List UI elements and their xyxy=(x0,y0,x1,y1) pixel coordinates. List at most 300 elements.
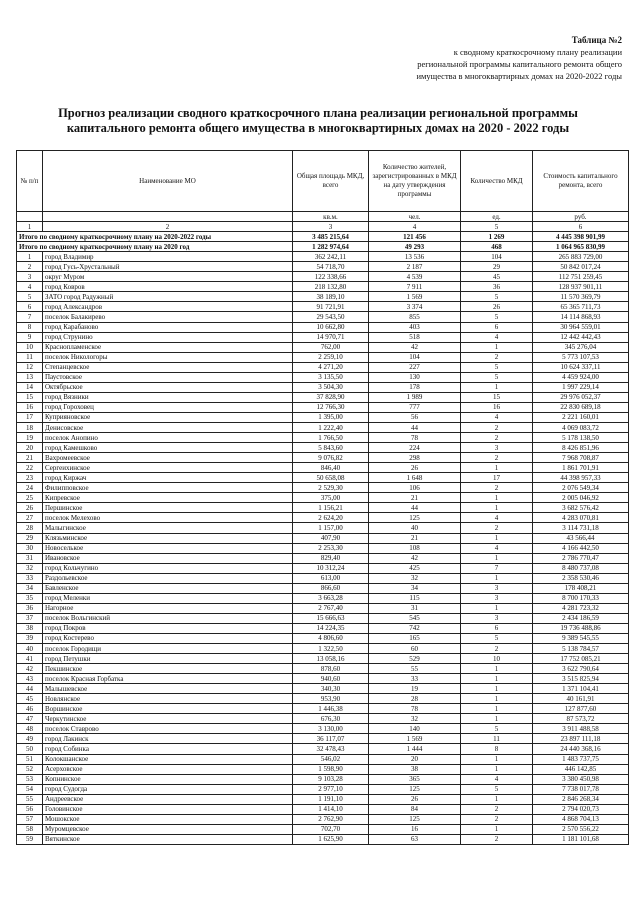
table-row xyxy=(17,473,629,483)
municipality-name: Головинское xyxy=(43,804,293,814)
mkd-count: 4 xyxy=(461,412,533,422)
cost-value: 23 897 111,18 xyxy=(533,734,629,744)
area-value: 2 529,30 xyxy=(293,483,369,493)
mkd-count: 2 xyxy=(461,804,533,814)
mkd-count: 3 xyxy=(461,443,533,453)
row-number: 48 xyxy=(17,724,43,734)
area-value: 1 766,50 xyxy=(293,433,369,443)
row-number: 12 xyxy=(17,362,43,372)
residents-value: 104 xyxy=(369,352,461,362)
row-number: 2 xyxy=(17,262,43,272)
cost-value: 22 830 689,18 xyxy=(533,402,629,412)
area-value: 1 322,50 xyxy=(293,644,369,654)
residents-value: 26 xyxy=(369,794,461,804)
municipality-name: город Кольчугино xyxy=(43,563,293,573)
row-number: 46 xyxy=(17,704,43,714)
municipality-name: Филипповское xyxy=(43,483,293,493)
row-number: 44 xyxy=(17,684,43,694)
area-value: 953,90 xyxy=(293,694,369,704)
cost-value: 5 773 107,53 xyxy=(533,352,629,362)
area-value: 2 624,20 xyxy=(293,513,369,523)
municipality-name: Воршинское xyxy=(43,704,293,714)
table-row xyxy=(17,573,629,583)
municipality-name: город Покров xyxy=(43,623,293,633)
municipality-name: город Киржач xyxy=(43,473,293,483)
table-row xyxy=(17,774,629,784)
residents-value: 1 569 xyxy=(369,734,461,744)
row-number: 42 xyxy=(17,664,43,674)
area-value: 375,00 xyxy=(293,493,369,503)
mkd-count: 4 xyxy=(461,332,533,342)
municipality-name: ЗАТО город Радужный xyxy=(43,292,293,302)
municipality-name: Вахромеевское xyxy=(43,453,293,463)
table-row xyxy=(17,724,629,734)
municipality-name: Колокшанское xyxy=(43,754,293,764)
row-number: 31 xyxy=(17,553,43,563)
table-row xyxy=(17,794,629,804)
area-value: 702,70 xyxy=(293,824,369,834)
mkd-count: 1 xyxy=(461,794,533,804)
row-number: 30 xyxy=(17,543,43,553)
municipality-name: Малышевское xyxy=(43,684,293,694)
area-value: 340,30 xyxy=(293,684,369,694)
area-value: 1 625,90 xyxy=(293,834,369,844)
row-number: 9 xyxy=(17,332,43,342)
column-number: 5 xyxy=(461,222,533,232)
table-row xyxy=(17,704,629,714)
total-cost: 1 064 965 830,99 xyxy=(533,242,629,252)
row-number: 18 xyxy=(17,422,43,432)
row-number: 10 xyxy=(17,342,43,352)
area-value: 10 312,24 xyxy=(293,563,369,573)
residents-value: 44 xyxy=(369,503,461,513)
municipality-name: Ивановское xyxy=(43,553,293,563)
total-row xyxy=(17,232,629,242)
table-row xyxy=(17,694,629,704)
area-value: 29 543,50 xyxy=(293,312,369,322)
mkd-count: 1 xyxy=(461,674,533,684)
mkd-count: 29 xyxy=(461,262,533,272)
area-value: 2 253,30 xyxy=(293,543,369,553)
area-value: 37 828,90 xyxy=(293,392,369,402)
total-row xyxy=(17,242,629,252)
table-row xyxy=(17,312,629,322)
row-number: 38 xyxy=(17,623,43,633)
mkd-count: 1 xyxy=(461,382,533,392)
cost-value: 2 358 530,46 xyxy=(533,573,629,583)
municipality-name: город Карабаново xyxy=(43,322,293,332)
column-number-row xyxy=(17,222,629,232)
residents-value: 108 xyxy=(369,543,461,553)
cost-value: 5 138 784,57 xyxy=(533,644,629,654)
table-row xyxy=(17,463,629,473)
table-row xyxy=(17,332,629,342)
municipality-name: Вяткинское xyxy=(43,834,293,844)
municipality-name: поселок Вольгинский xyxy=(43,613,293,623)
cost-value: 2 786 770,47 xyxy=(533,553,629,563)
mkd-count: 2 xyxy=(461,814,533,824)
residents-value: 44 xyxy=(369,422,461,432)
table-row xyxy=(17,593,629,603)
unit-cell xyxy=(17,212,43,222)
mkd-count: 10 xyxy=(461,654,533,664)
municipality-name: город Судогда xyxy=(43,784,293,794)
mkd-count: 15 xyxy=(461,392,533,402)
cost-value: 265 883 729,00 xyxy=(533,252,629,262)
residents-value: 40 xyxy=(369,523,461,533)
table-row xyxy=(17,392,629,402)
mkd-count: 1 xyxy=(461,493,533,503)
cost-value: 11 570 369,79 xyxy=(533,292,629,302)
area-value: 1 222,40 xyxy=(293,422,369,432)
area-value: 10 662,80 xyxy=(293,322,369,332)
residents-value: 13 536 xyxy=(369,252,461,262)
residents-value: 125 xyxy=(369,513,461,523)
mkd-count: 1 xyxy=(461,764,533,774)
column-number: 1 xyxy=(17,222,43,232)
mkd-count: 1 xyxy=(461,684,533,694)
table-row xyxy=(17,664,629,674)
row-number: 56 xyxy=(17,804,43,814)
mkd-count: 1 xyxy=(461,553,533,563)
row-number: 55 xyxy=(17,794,43,804)
cost-value: 8 480 737,08 xyxy=(533,563,629,573)
residents-value: 32 xyxy=(369,573,461,583)
residents-value: 140 xyxy=(369,724,461,734)
municipality-name: Краснопламенское xyxy=(43,342,293,352)
table-row xyxy=(17,543,629,553)
mkd-count: 2 xyxy=(461,352,533,362)
cost-value: 4 166 442,50 xyxy=(533,543,629,553)
residents-value: 125 xyxy=(369,814,461,824)
municipality-name: Першинское xyxy=(43,503,293,513)
table-row xyxy=(17,714,629,724)
mkd-count: 16 xyxy=(461,402,533,412)
unit-cell: ед. xyxy=(461,212,533,222)
residents-value: 777 xyxy=(369,402,461,412)
residents-value: 365 xyxy=(369,774,461,784)
mkd-count: 4 xyxy=(461,513,533,523)
row-number: 21 xyxy=(17,453,43,463)
cost-value: 4 868 704,13 xyxy=(533,814,629,824)
table-number: Таблица №2 xyxy=(571,35,622,45)
mkd-count: 2 xyxy=(461,834,533,844)
mkd-count: 6 xyxy=(461,623,533,633)
municipality-name: город Гусь-Хрустальный xyxy=(43,262,293,272)
row-number: 41 xyxy=(17,654,43,664)
table-row xyxy=(17,583,629,593)
municipality-name: Клязьминское xyxy=(43,533,293,543)
mkd-count: 5 xyxy=(461,784,533,794)
title-line: Прогноз реализации сводного краткосрочного плана реализации региональной программы xyxy=(58,106,578,120)
mkd-count: 2 xyxy=(461,422,533,432)
area-value: 878,60 xyxy=(293,664,369,674)
cost-value: 1 483 737,75 xyxy=(533,754,629,764)
area-value: 940,60 xyxy=(293,674,369,684)
mkd-count: 5 xyxy=(461,372,533,382)
column-number: 3 xyxy=(293,222,369,232)
cost-value: 8 700 170,33 xyxy=(533,593,629,603)
cost-value: 112 751 259,45 xyxy=(533,272,629,282)
row-number: 33 xyxy=(17,573,43,583)
total-mkd: 468 xyxy=(461,242,533,252)
table-row xyxy=(17,814,629,824)
cost-value: 3 911 488,58 xyxy=(533,724,629,734)
residents-value: 425 xyxy=(369,563,461,573)
municipality-name: город Собинка xyxy=(43,744,293,754)
residents-value: 125 xyxy=(369,784,461,794)
municipality-name: город Александров xyxy=(43,302,293,312)
document-title xyxy=(20,106,616,136)
row-number: 6 xyxy=(17,302,43,312)
table-row xyxy=(17,443,629,453)
area-value: 38 189,10 xyxy=(293,292,369,302)
residents-value: 1 648 xyxy=(369,473,461,483)
residents-value: 19 xyxy=(369,684,461,694)
row-number: 22 xyxy=(17,463,43,473)
table-row xyxy=(17,493,629,503)
mkd-count: 3 xyxy=(461,613,533,623)
municipality-name: город Петушки xyxy=(43,654,293,664)
table-row xyxy=(17,804,629,814)
municipality-name: город Ковров xyxy=(43,282,293,292)
row-number: 45 xyxy=(17,694,43,704)
area-value: 1 446,38 xyxy=(293,704,369,714)
header-cell: Количество МКД xyxy=(461,151,533,212)
municipality-name: Раздольевское xyxy=(43,573,293,583)
residents-value: 21 xyxy=(369,533,461,543)
row-number: 29 xyxy=(17,533,43,543)
municipality-name: город Меленки xyxy=(43,593,293,603)
row-number: 51 xyxy=(17,754,43,764)
table-row xyxy=(17,513,629,523)
row-number: 53 xyxy=(17,774,43,784)
residents-value: 78 xyxy=(369,704,461,714)
residents-value: 529 xyxy=(369,654,461,664)
caption-line: к сводному краткосрочному плану реализации xyxy=(453,47,622,57)
mkd-count: 1 xyxy=(461,664,533,674)
table-row xyxy=(17,322,629,332)
row-number: 59 xyxy=(17,834,43,844)
row-number: 4 xyxy=(17,282,43,292)
table-row xyxy=(17,412,629,422)
mkd-count: 2 xyxy=(461,644,533,654)
residents-value: 78 xyxy=(369,433,461,443)
mkd-count: 5 xyxy=(461,312,533,322)
cost-value: 30 964 559,01 xyxy=(533,322,629,332)
residents-value: 7 911 xyxy=(369,282,461,292)
municipality-name: город Струнино xyxy=(43,332,293,342)
area-value: 613,00 xyxy=(293,573,369,583)
table-row xyxy=(17,654,629,664)
area-value: 14 224,35 xyxy=(293,623,369,633)
residents-value: 3 374 xyxy=(369,302,461,312)
area-value: 91 721,91 xyxy=(293,302,369,312)
area-value: 866,60 xyxy=(293,583,369,593)
residents-value: 31 xyxy=(369,603,461,613)
mkd-count: 1 xyxy=(461,342,533,352)
cost-value: 7 968 708,87 xyxy=(533,453,629,463)
municipality-name: город Лакинск xyxy=(43,734,293,744)
table-row xyxy=(17,292,629,302)
municipality-name: город Костерево xyxy=(43,633,293,643)
municipality-name: город Камешково xyxy=(43,443,293,453)
table-row xyxy=(17,784,629,794)
table-row xyxy=(17,453,629,463)
cost-value: 1 371 104,41 xyxy=(533,684,629,694)
cost-value: 5 178 138,50 xyxy=(533,433,629,443)
mkd-count: 7 xyxy=(461,563,533,573)
area-value: 54 718,70 xyxy=(293,262,369,272)
residents-value: 32 xyxy=(369,714,461,724)
area-value: 1 191,10 xyxy=(293,794,369,804)
table-row xyxy=(17,372,629,382)
table-row xyxy=(17,362,629,372)
total-area: 1 282 974,64 xyxy=(293,242,369,252)
cost-value: 4 459 924,00 xyxy=(533,372,629,382)
table-row xyxy=(17,563,629,573)
total-mkd: 1 269 xyxy=(461,232,533,242)
row-number: 27 xyxy=(17,513,43,523)
row-number: 11 xyxy=(17,352,43,362)
row-number: 28 xyxy=(17,523,43,533)
municipality-name: округ Муром xyxy=(43,272,293,282)
cost-value: 127 877,60 xyxy=(533,704,629,714)
cost-value: 87 573,72 xyxy=(533,714,629,724)
residents-value: 2 187 xyxy=(369,262,461,272)
table-row xyxy=(17,402,629,412)
table-row xyxy=(17,613,629,623)
table-caption xyxy=(322,34,622,82)
table-row xyxy=(17,633,629,643)
row-number: 32 xyxy=(17,563,43,573)
table-row xyxy=(17,272,629,282)
municipality-name: Денисовское xyxy=(43,422,293,432)
row-number: 52 xyxy=(17,764,43,774)
row-number: 7 xyxy=(17,312,43,322)
area-value: 5 843,60 xyxy=(293,443,369,453)
municipality-name: Октябрьское xyxy=(43,382,293,392)
cost-value: 50 842 017,24 xyxy=(533,262,629,272)
table-row xyxy=(17,623,629,633)
area-value: 4 806,60 xyxy=(293,633,369,643)
mkd-count: 8 xyxy=(461,744,533,754)
area-value: 15 666,63 xyxy=(293,613,369,623)
area-value: 1 395,00 xyxy=(293,412,369,422)
row-number: 39 xyxy=(17,633,43,643)
municipality-name: Паустовское xyxy=(43,372,293,382)
residents-value: 227 xyxy=(369,362,461,372)
cost-value: 14 114 868,93 xyxy=(533,312,629,322)
residents-value: 16 xyxy=(369,824,461,834)
mkd-count: 1 xyxy=(461,533,533,543)
table-row xyxy=(17,422,629,432)
area-value: 829,40 xyxy=(293,553,369,563)
residents-value: 178 xyxy=(369,382,461,392)
total-residents: 121 456 xyxy=(369,232,461,242)
row-number: 25 xyxy=(17,493,43,503)
header-cell: Количество жителей, зарегистрированных в МКД на дату утверждения программы xyxy=(369,151,461,212)
unit-cell: руб. xyxy=(533,212,629,222)
mkd-count: 2 xyxy=(461,523,533,533)
area-value: 2 767,40 xyxy=(293,603,369,613)
residents-value: 42 xyxy=(369,553,461,563)
mkd-count: 1 xyxy=(461,603,533,613)
unit-cell: чел. xyxy=(369,212,461,222)
row-number: 43 xyxy=(17,674,43,684)
cost-value: 446 142,85 xyxy=(533,764,629,774)
table-row xyxy=(17,684,629,694)
municipality-name: поселок Анопино xyxy=(43,433,293,443)
mkd-count: 104 xyxy=(461,252,533,262)
area-value: 1 598,90 xyxy=(293,764,369,774)
mkd-count: 11 xyxy=(461,734,533,744)
caption-line: имущества в многоквартирных домах на 2020-2022 годы xyxy=(416,71,622,81)
row-number: 50 xyxy=(17,744,43,754)
title-line: капитального ремонта общего имущества в многоквартирных домах на 2020 - 2022 годы xyxy=(66,121,570,135)
municipality-name: Новоселькое xyxy=(43,543,293,553)
residents-value: 33 xyxy=(369,674,461,684)
table-row xyxy=(17,262,629,272)
cost-value: 24 440 368,16 xyxy=(533,744,629,754)
residents-value: 60 xyxy=(369,644,461,654)
table-row xyxy=(17,352,629,362)
row-number: 35 xyxy=(17,593,43,603)
table-row xyxy=(17,674,629,684)
residents-value: 224 xyxy=(369,443,461,453)
row-number: 8 xyxy=(17,322,43,332)
residents-value: 403 xyxy=(369,322,461,332)
row-number: 57 xyxy=(17,814,43,824)
area-value: 32 478,43 xyxy=(293,744,369,754)
area-value: 122 338,66 xyxy=(293,272,369,282)
area-value: 546,02 xyxy=(293,754,369,764)
mkd-count: 17 xyxy=(461,473,533,483)
row-number: 19 xyxy=(17,433,43,443)
mkd-count: 1 xyxy=(461,573,533,583)
mkd-count: 45 xyxy=(461,272,533,282)
area-value: 50 658,08 xyxy=(293,473,369,483)
row-number: 23 xyxy=(17,473,43,483)
cost-value: 2 076 549,34 xyxy=(533,483,629,493)
mkd-count: 1 xyxy=(461,824,533,834)
cost-value: 4 283 070,81 xyxy=(533,513,629,523)
cost-value: 29 976 052,37 xyxy=(533,392,629,402)
cost-value: 3 380 450,98 xyxy=(533,774,629,784)
table-row xyxy=(17,754,629,764)
cost-value: 7 738 017,78 xyxy=(533,784,629,794)
row-number: 54 xyxy=(17,784,43,794)
municipality-name: Пекшинское xyxy=(43,664,293,674)
municipality-name: поселок Мелехово xyxy=(43,513,293,523)
area-value: 14 970,71 xyxy=(293,332,369,342)
municipality-name: Сергеихинское xyxy=(43,463,293,473)
unit-cell: кв.м. xyxy=(293,212,369,222)
cost-value: 2 794 020,73 xyxy=(533,804,629,814)
municipality-name: поселок Никологоры xyxy=(43,352,293,362)
municipality-name: Муромцевское xyxy=(43,824,293,834)
table-row xyxy=(17,282,629,292)
row-number: 47 xyxy=(17,714,43,724)
row-number: 13 xyxy=(17,372,43,382)
row-number: 37 xyxy=(17,613,43,623)
municipality-name: Мошокское xyxy=(43,814,293,824)
table-row xyxy=(17,302,629,312)
area-value: 3 663,28 xyxy=(293,593,369,603)
table-row xyxy=(17,342,629,352)
municipality-name: поселок Ставрово xyxy=(43,724,293,734)
area-value: 676,30 xyxy=(293,714,369,724)
